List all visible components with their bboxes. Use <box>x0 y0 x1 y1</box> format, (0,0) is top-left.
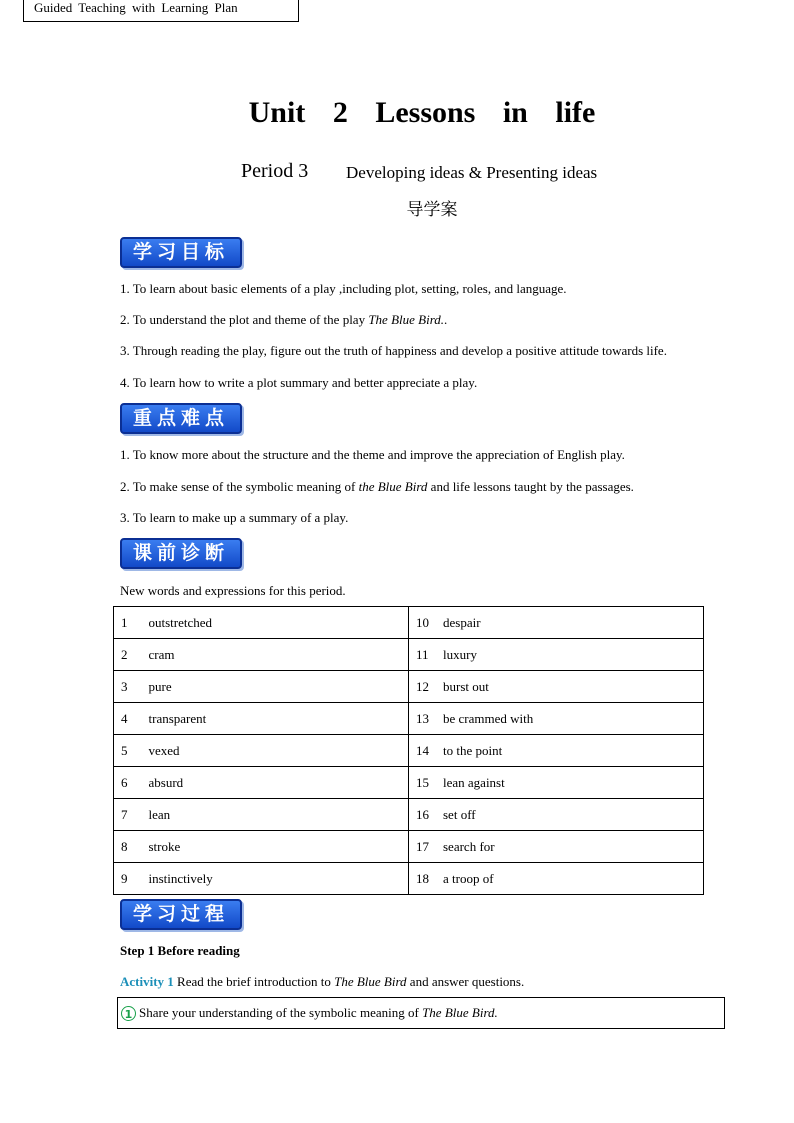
plan-subtitle: 导学案 <box>406 200 458 220</box>
vocab-cell-right <box>409 831 704 863</box>
process-banner: 学习过程 <box>120 899 242 930</box>
word-number: 14 <box>416 742 429 758</box>
objective-1: 1. To learn about basic elements of a play ,including plot, setting, roles, and language. <box>120 281 567 296</box>
word-text: burst out <box>443 678 489 694</box>
word-number: 6 <box>121 774 128 790</box>
vocab-cell-right <box>409 671 704 703</box>
word-text: a troop of <box>443 870 494 886</box>
step-heading: Step 1 Before reading <box>120 943 240 958</box>
table-row <box>114 831 704 863</box>
question-box: 1 Share your understanding of the symbolic meaning of The Blue Bird. <box>117 997 725 1029</box>
word-number: 3 <box>121 678 128 694</box>
word-text: lean against <box>443 774 505 790</box>
key-point-2: 2. To make sense of the symbolic meaning of the Blue Bird and life lessons taught by the passages. <box>120 479 634 494</box>
word-text: lean <box>148 806 171 822</box>
key-point-3: 3. To learn to make up a summary of a play. <box>120 510 349 525</box>
pre-class-banner: 课前诊断 <box>120 538 242 569</box>
page-title: Unit 2 Lessons in life <box>248 96 596 129</box>
word-text: instinctively <box>148 870 213 886</box>
vocab-cell-left <box>114 639 409 671</box>
word-text: outstretched <box>148 614 213 630</box>
word-number: 10 <box>416 614 429 630</box>
vocab-intro: New words and expressions for this period. <box>120 583 346 598</box>
period-label: Period 3 <box>241 160 309 182</box>
header-label: Guided Teaching with Learning Plan <box>23 0 299 22</box>
word-number: 13 <box>416 710 429 726</box>
word-number: 16 <box>416 806 429 822</box>
vocab-cell-left <box>114 799 409 831</box>
word-number: 7 <box>121 806 128 822</box>
objectives-banner: 学习目标 <box>120 237 242 268</box>
vocab-cell-right <box>409 767 704 799</box>
word-number: 4 <box>121 710 128 726</box>
word-text: search for <box>443 838 495 854</box>
activity-1: Activity 1 Read the brief introduction to The Blue Bird and answer questions. <box>120 974 525 989</box>
vocab-cell-right <box>409 799 704 831</box>
word-number: 9 <box>121 870 128 886</box>
word-number: 12 <box>416 678 429 694</box>
objective-3: 3. Through reading the play, figure out the truth of happiness and develop a positive attitude towards life. <box>120 343 667 358</box>
objective-2: 2. To understand the plot and theme of the play The Blue Bird.. <box>120 312 448 327</box>
word-text: set off <box>443 806 476 822</box>
vocab-cell-left <box>114 703 409 735</box>
vocab-cell-right <box>409 639 704 671</box>
word-number: 5 <box>121 742 128 758</box>
word-number: 1 <box>121 614 128 630</box>
table-row <box>114 703 704 735</box>
word-number: 17 <box>416 838 429 854</box>
vocab-cell-right <box>409 735 704 767</box>
vocab-cell-left <box>114 831 409 863</box>
table-row <box>114 799 704 831</box>
activity-label: Activity 1 <box>120 974 174 989</box>
vocab-cell-left <box>114 767 409 799</box>
table-row <box>114 639 704 671</box>
table-row <box>114 735 704 767</box>
vocab-cell-left <box>114 863 409 895</box>
key-points-banner: 重点难点 <box>120 403 242 434</box>
key-point-1: 1. To know more about the structure and the theme and improve the appreciation of English play. <box>120 447 625 462</box>
vocab-cell-left <box>114 735 409 767</box>
word-text: be crammed with <box>443 710 534 726</box>
word-number: 18 <box>416 870 429 886</box>
period-topic: Developing ideas & Presenting ideas <box>346 163 598 182</box>
table-row <box>114 767 704 799</box>
vocab-cell-right <box>409 703 704 735</box>
table-row <box>114 863 704 895</box>
vocab-cell-right <box>409 863 704 895</box>
objective-4: 4. To learn how to write a plot summary and better appreciate a play. <box>120 375 478 390</box>
vocab-cell-right <box>409 607 704 639</box>
word-text: cram <box>148 646 175 662</box>
vocabulary-table <box>113 606 704 895</box>
word-text: stroke <box>148 838 181 854</box>
question-number-marker: 1 <box>121 1006 136 1021</box>
table-row <box>114 671 704 703</box>
word-text: absurd <box>148 774 184 790</box>
word-text: luxury <box>443 646 477 662</box>
vocab-cell-left <box>114 671 409 703</box>
word-number: 15 <box>416 774 429 790</box>
word-text: pure <box>148 678 172 694</box>
word-text: transparent <box>148 710 207 726</box>
word-text: vexed <box>148 742 180 758</box>
word-text: to the point <box>443 742 503 758</box>
word-text: despair <box>443 614 481 630</box>
word-number: 8 <box>121 838 128 854</box>
word-number: 2 <box>121 646 128 662</box>
vocab-cell-left <box>114 607 409 639</box>
word-number: 11 <box>416 646 429 662</box>
table-row <box>114 607 704 639</box>
